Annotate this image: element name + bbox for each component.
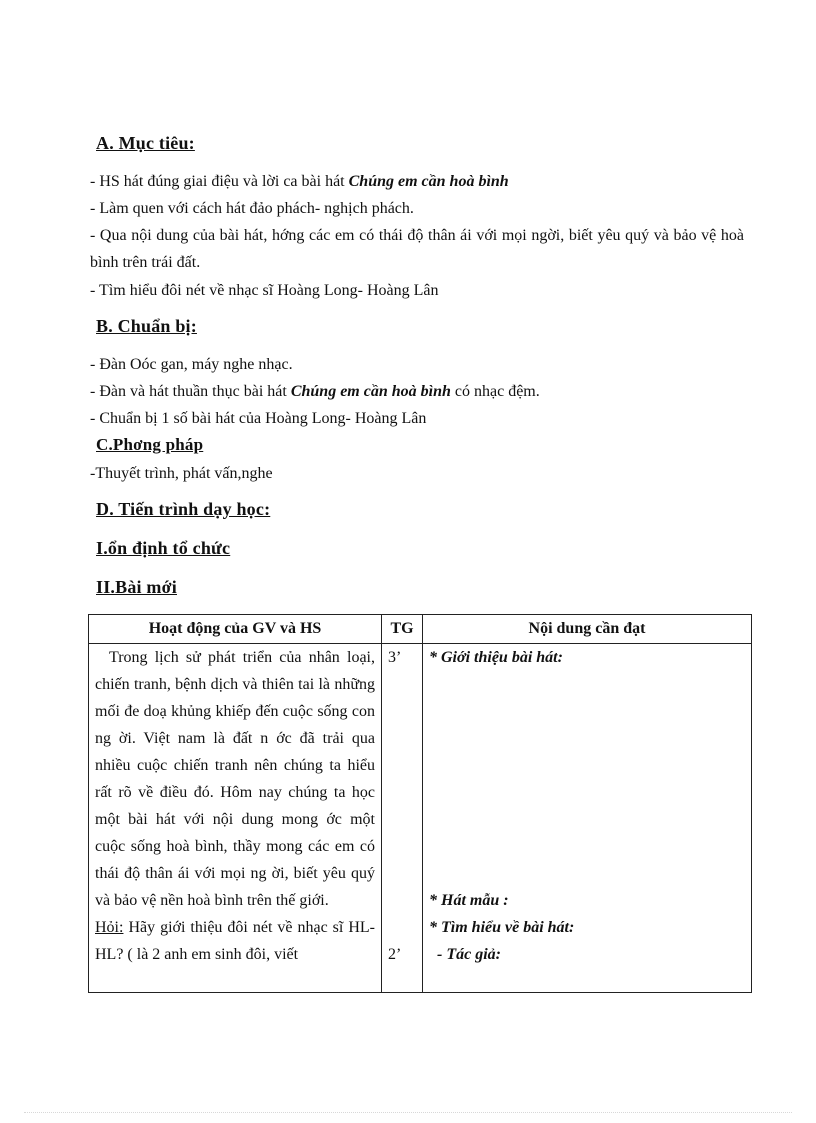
objective-3: - Qua nội dung của bài hát, hớng các em có thái độ thân ái với mọi ngời, biết yêu quý và bảo vệ hoà bình trên trái đất.	[90, 227, 744, 271]
content-learn-song: * Tìm hiểu về bài hát:	[429, 919, 575, 936]
content-spacer	[429, 671, 745, 887]
question-text: Hãy giới thiệu đôi nét về nhạc sĩ HL-HL? ( là 2 anh em sinh đôi, viết	[95, 919, 375, 963]
song-title: Chúng em cần hoà bình	[348, 173, 509, 190]
heading-method: C.Phơng pháp	[96, 435, 204, 454]
prep-item-1: - Đàn Oóc gan, máy nghe nhạc.	[90, 356, 293, 373]
heading-new-lesson: II.Bài mới	[96, 577, 177, 597]
time-spacer	[388, 671, 416, 941]
objective-2: - Làm quen với cách hát đảo phách- nghịch phách.	[90, 200, 414, 217]
prep-item-2-suffix: có nhạc đệm.	[450, 383, 540, 400]
content-intro-song: * Giới thiệu bài hát:	[429, 649, 563, 666]
lesson-table	[88, 614, 752, 993]
content-sample-singing: * Hát mẫu :	[429, 892, 509, 909]
objective-1-text: - HS hát đúng giai điệu và lời ca bài hát	[90, 173, 349, 190]
prep-item-2-prefix: - Đàn và hát thuần thục bài hát	[90, 383, 291, 400]
time-cell	[382, 644, 423, 993]
time-value-1: 3’	[388, 649, 402, 666]
table-row	[89, 644, 752, 993]
activity-question	[95, 914, 375, 968]
heading-objectives: A. Mục tiêu:	[96, 133, 195, 153]
song-title-2: Chúng em cần hoà bình	[290, 383, 451, 400]
col-header-time: TG	[382, 615, 423, 644]
objective-1	[90, 168, 746, 195]
time-value-2: 2’	[388, 946, 402, 963]
activity-cell	[89, 644, 382, 993]
heading-class-organization: I.ổn định tổ chức	[96, 538, 231, 558]
prep-item-3: - Chuẩn bị 1 số bài hát của Hoàng Long- Hoàng Lân	[90, 410, 427, 427]
content-author: - Tác giả:	[429, 946, 501, 963]
heading-teaching-process: D. Tiến trình dạy học:	[96, 499, 271, 519]
heading-preparation: B. Chuẩn bị:	[96, 316, 197, 336]
method-text: -Thuyết trình, phát vấn,nghe	[90, 465, 273, 482]
table-header-row	[89, 615, 752, 644]
activity-intro: Trong lịch sử phát triển của nhân loại, chiến tranh, bệnh dịch và thiên tai là những mối đe doạ khủng khiếp đến cuộc sống con ng ời. Việt nam là đất n ớc đã trải qua nhiều cuộc chiến tranh nên chúng ta hiểu rất rõ về điều đó. Hôm nay chúng ta học một bài hát với nội dung mong ớc một cuộc sống hoà bình, thầy mong các em có thái độ thân ái với mọi ng ời, biết yêu quý và bảo vệ nền hoà bình trên thế giới.	[95, 649, 375, 909]
prep-item-2	[90, 378, 746, 405]
objective-4: - Tìm hiểu đôi nét về nhạc sĩ Hoàng Long- Hoàng Lân	[90, 282, 439, 299]
content-cell	[423, 644, 752, 993]
page-bottom-divider	[24, 1112, 792, 1113]
question-label: Hỏi:	[95, 919, 124, 936]
col-header-activity: Hoạt động của GV và HS	[89, 615, 382, 644]
col-header-content: Nội dung cần đạt	[423, 615, 752, 644]
